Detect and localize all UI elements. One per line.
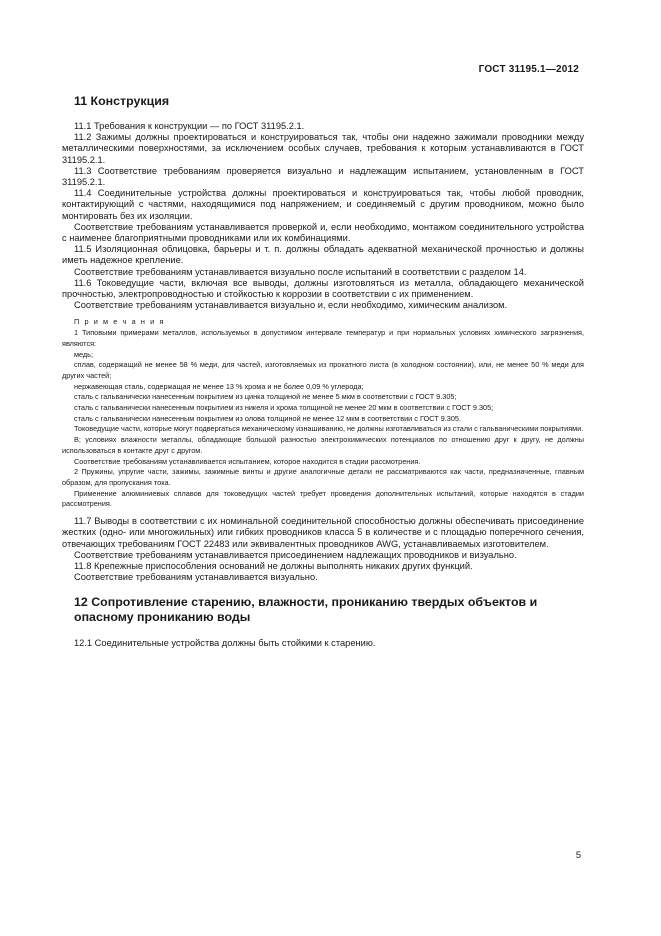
paragraph-11-8: 11.8 Крепежные приспособления оснований не должны выполнять никаких других функций.: [74, 560, 473, 571]
paragraph-11-7-compliance: Соответствие требованиям устанавливается присоединением надлежащих проводников и визуально.: [74, 549, 517, 560]
note-item: медь;: [74, 349, 94, 359]
note-item: Токоведущие части, которые могут подвергаться механическому изнашиванию, не должны изготавливаться из стали с гальваническими покрытиями.: [74, 424, 584, 434]
section-11-body: [62, 121, 584, 311]
paragraph-11-1: 11.1 Требования к конструкции — по ГОСТ 31195.2.1.: [74, 121, 305, 131]
note-item: сплав, содержащий не менее 58 % меди, для частей, изготовляемых из прокатного листа (в холодном состоянии), или, не менее 50 % меди для других частей;: [62, 360, 584, 380]
paragraph-11-5-compliance: Соответствие требованиям устанавливается визуально после испытаний в соответствии с разделом 14.: [74, 266, 527, 277]
section-12-title: 12 Сопротивление старению, влажности, прониканию твердых объектов и опасному прониканию воды: [74, 595, 538, 625]
paragraph-11-4-compliance: Соответствие требованиям устанавливается проверкой и, если необходимо, монтажом соединительного устройства с наименее благоприятными проводниками или их комбинациями.: [62, 221, 584, 244]
paragraph-11-8-compliance: Соответствие требованиям устанавливается визуально.: [74, 572, 318, 583]
section-11-title: 11 Конструкция: [74, 94, 170, 108]
notes-block: [62, 317, 584, 510]
paragraph-11-6-compliance: Соответствие требованиям устанавливается визуально и, если необходимо, химическим анализом.: [74, 300, 508, 311]
note-item: сталь с гальванически нанесенным покрытием из олова толщиной не менее 12 мкм в соответствии с ГОСТ 9.305.: [74, 413, 461, 423]
paragraph-11-3: 11.3 Соответствие требованиям проверяется визуально и надлежащим испытанием, установленным в ГОСТ 31195.2.1.: [62, 165, 584, 188]
note-item: 1 Типовыми примерами металлов, используемых в допустимом интервале температур и при нормальных условиях химического загрязнения, являются:: [62, 328, 584, 348]
note-item: сталь с гальванически нанесенным покрытием из никеля и хрома толщиной не менее 20 мкм в соответствии с ГОСТ 9.305;: [74, 403, 494, 413]
note-item: В; условиях влажности металлы, обладающие большой разностью электрохимических потенциалов по отношению друг к другу, не должны использоваться в контакте друг с другом.: [62, 435, 584, 455]
document-header: ГОСТ 31195.1—2012: [478, 64, 579, 75]
section-11-body-continued: [62, 516, 584, 583]
page-number: 5: [575, 850, 581, 860]
paragraph-11-6: 11.6 Токоведущие части, включая все выводы, должны изготовляться из металла, обладающего механической прочностью, электропроводностью и стойкостью к коррозии в соответствии с их применением.: [62, 277, 584, 300]
section-12-body: [62, 638, 584, 649]
note-item: 2 Пружины, упругие части, зажимы, зажимные винты и другие аналогичные детали не рассматриваются как части, предназначенные, главным образом, для пропускания тока.: [62, 467, 584, 487]
notes-title: П р и м е ч а н и я: [74, 317, 166, 327]
paragraph-11-7: 11.7 Выводы в соответствии с их номинальной соединительной способностью должны обеспечивать присоединение жестких (одно- или многожильных) или гибких проводников класса 5 в количестве и с площадью поперечного сечения, отвечающих требованиям ГОСТ 22483 или эквивалентных проводников AWG, устанавливаемых изготовителем.: [62, 516, 584, 549]
note-item: нержавеющая сталь, содержащая не менее 13 % хрома и не более 0,09 % углерода;: [74, 381, 364, 391]
paragraph-12-1: 12.1 Соединительные устройства должны быть стойкими к старению.: [74, 638, 376, 649]
page-content: [62, 94, 584, 650]
note-item: Соответствие требованиям устанавливается испытанием, которое находится в стадии рассмотрения.: [74, 456, 421, 466]
paragraph-11-5: 11.5 Изоляционная облицовка, барьеры и т. п. должны обладать адекватной механической прочностью и должны иметь надежное крепление.: [62, 244, 584, 266]
note-item: Применение алюминиевых сплавов для токоведущих частей требует проведения дополнительных испытаний, которые находятся в стадии рассмотрения.: [62, 488, 584, 509]
paragraph-11-2: 11.2 Зажимы должны проектироваться и конструироваться так, чтобы они надежно зажимали проводники между металлическими поверхностями, за исключением особых случаев, требования к которым устанавливаются в ГОСТ 31195.2.1.: [62, 132, 584, 165]
paragraph-11-4: 11.4 Соединительные устройства должны проектироваться и конструироваться так, чтобы любой проводник, контактирующий с частями, находящимися под напряжением, и соединяемый с другим проводником, можно было монтировать без их изоляции.: [62, 188, 584, 221]
note-item: сталь с гальванически нанесенным покрытием из цинка толщиной не менее 5 мкм в соответствии с ГОСТ 9.305;: [74, 392, 457, 402]
